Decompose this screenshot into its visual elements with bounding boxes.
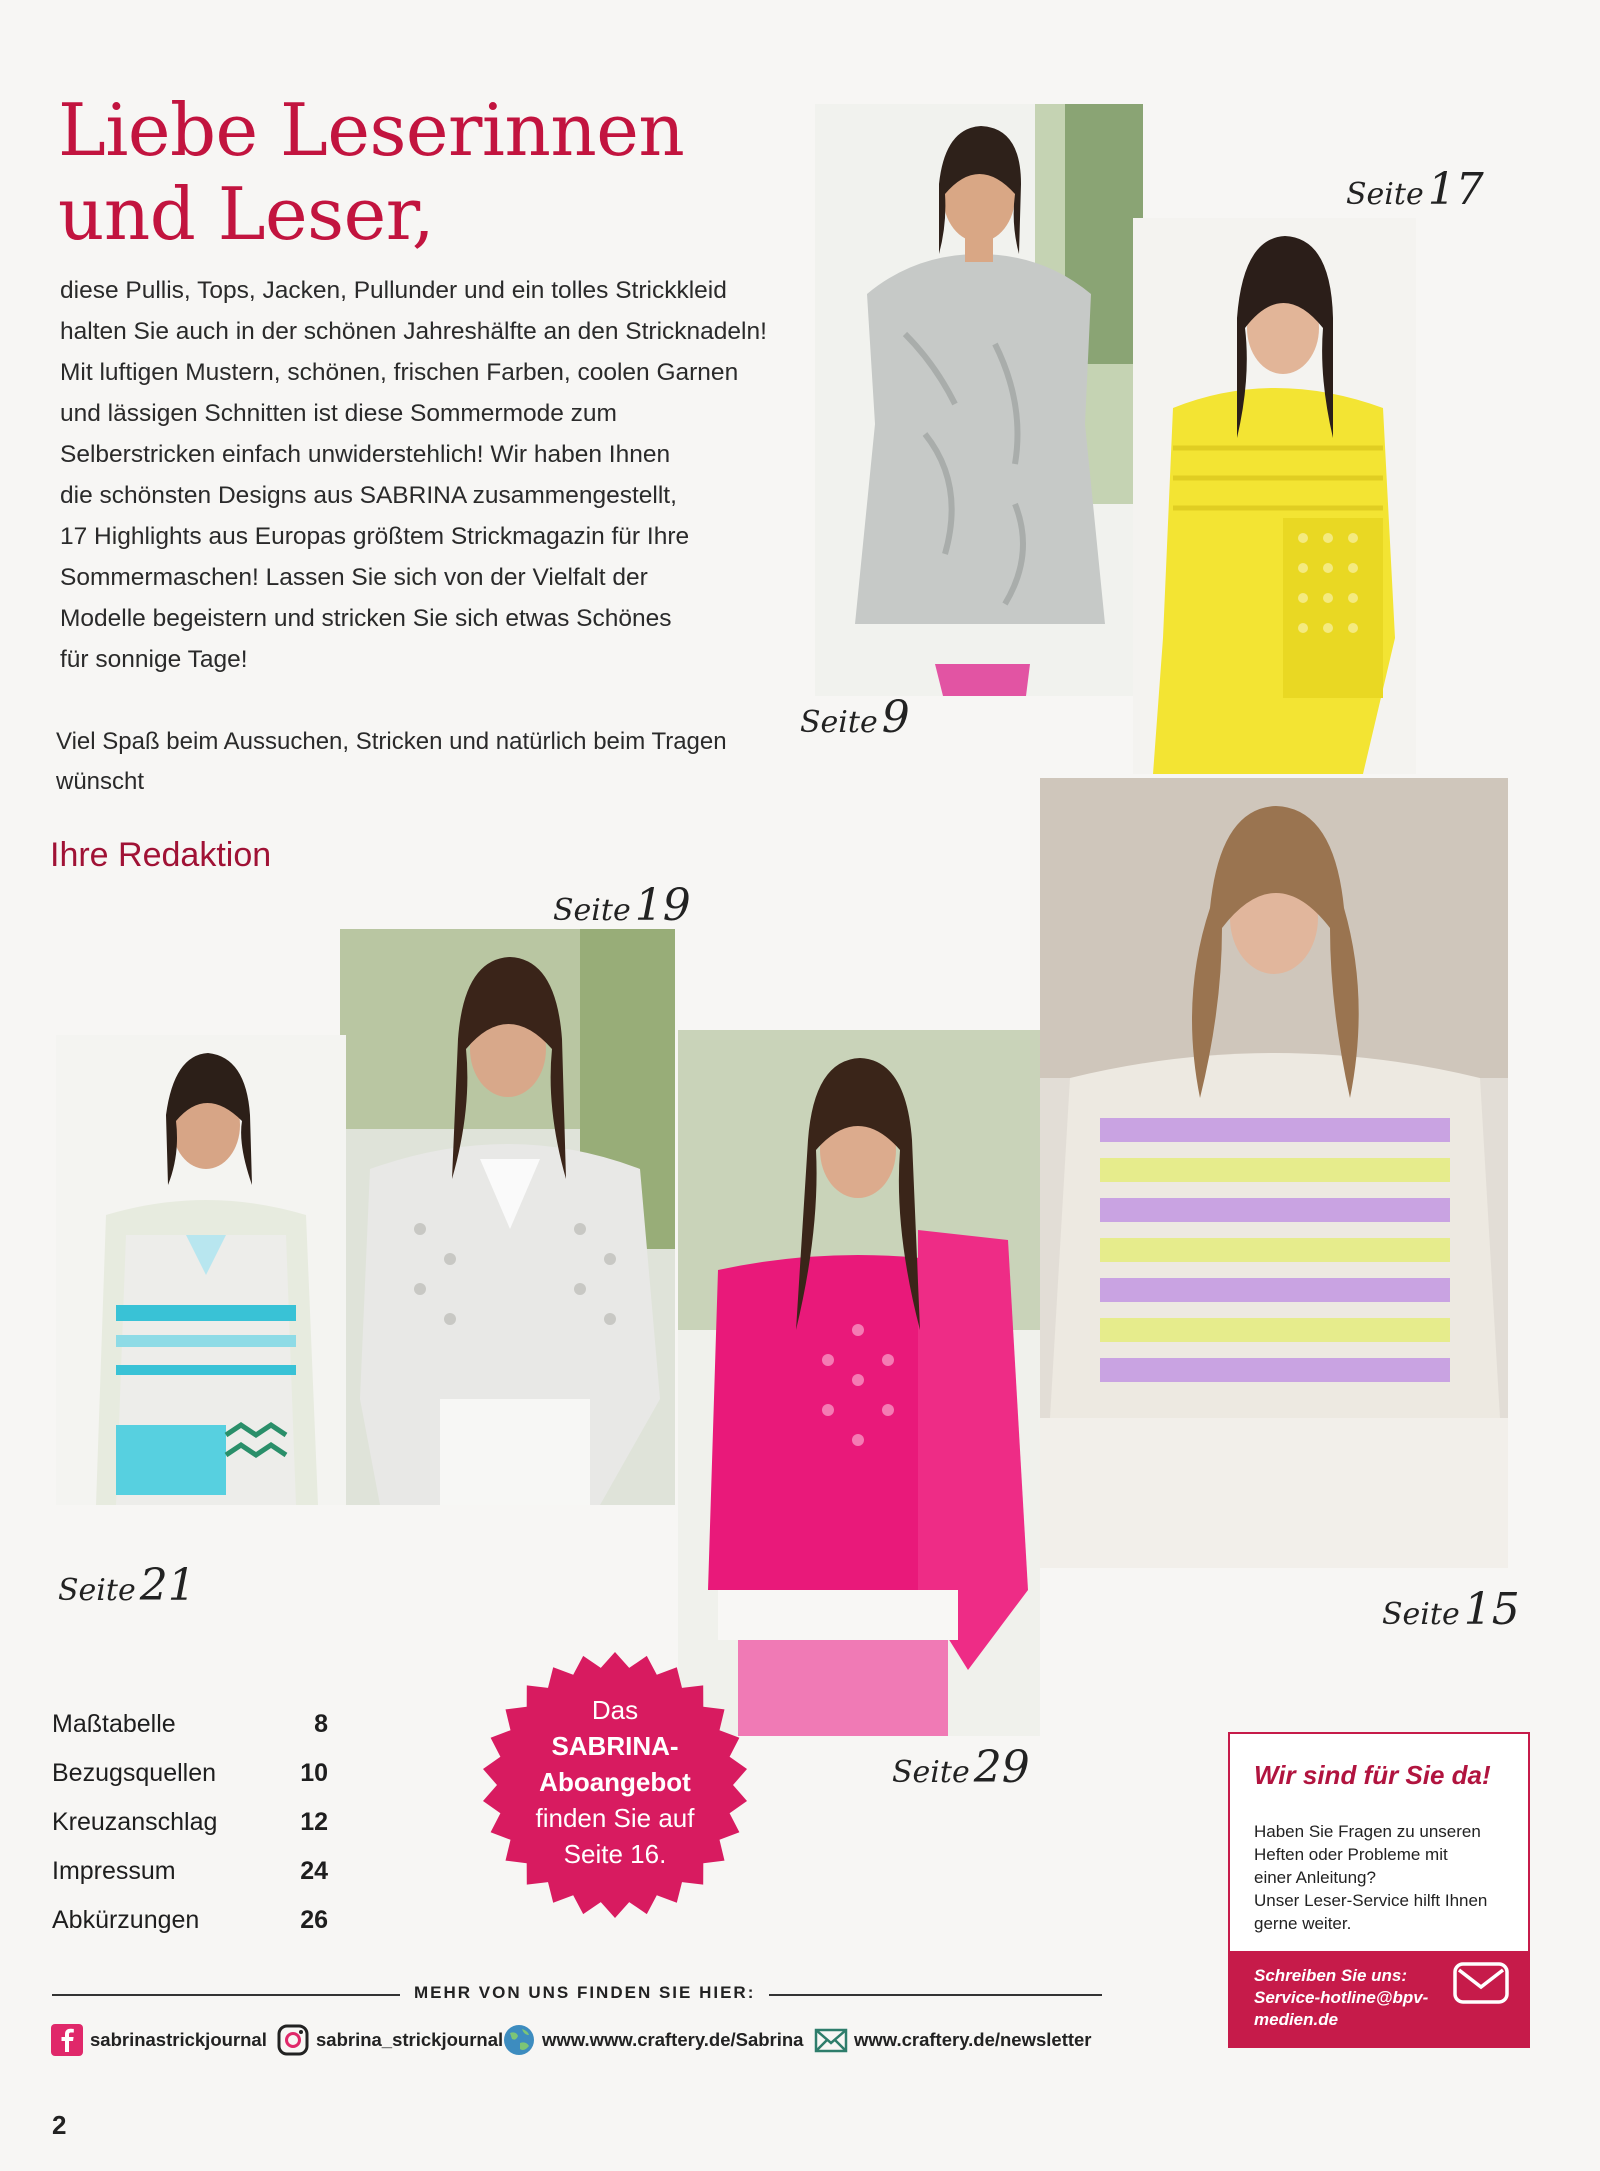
- toc-item[interactable]: [52, 1749, 328, 1798]
- closing-text: [56, 722, 776, 802]
- toc-item[interactable]: [52, 1798, 328, 1847]
- intro-line: diese Pullis, Tops, Jacken, Pullunder und ein tolles Strickkleid: [60, 277, 727, 304]
- intro-line: Mit luftigen Mustern, schönen, frischen Farben, coolen Garnen: [60, 359, 739, 386]
- closing-line: Viel Spaß beim Aussuchen, Stricken und natürlich beim Tragen: [56, 728, 727, 755]
- title-line-2: und Leser,: [58, 172, 435, 256]
- photo-seite-19: [340, 929, 675, 1505]
- toc-page: 10: [300, 1759, 328, 1787]
- service-contact-line: medien.de: [1254, 2010, 1339, 2029]
- page-number: 2: [52, 2110, 67, 2140]
- photo-seite-17: [1133, 218, 1416, 774]
- photo-seite-9: [815, 104, 1143, 696]
- instagram-icon: [276, 2023, 310, 2057]
- intro-text: [60, 270, 800, 680]
- service-contact[interactable]: [1230, 1951, 1528, 2046]
- intro-line: und lässigen Schnitten ist diese Sommermode zum: [60, 400, 617, 427]
- table-of-contents: [52, 1700, 328, 1945]
- toc-item[interactable]: [52, 1700, 328, 1749]
- instagram-handle: sabrina_strickjournal: [316, 2029, 504, 2050]
- seite-label-15: Seite15: [1382, 1584, 1520, 1635]
- toc-label: Maßtabelle: [52, 1710, 176, 1738]
- seite-label-29: Seite29: [892, 1742, 1030, 1793]
- service-title: Wir sind für Sie da!: [1254, 1760, 1491, 1790]
- service-text: [1254, 1820, 1514, 1935]
- badge-line: Seite 16.: [563, 1839, 667, 1869]
- toc-page: 8: [314, 1710, 328, 1738]
- page-title: [58, 88, 778, 256]
- seite-label-17: Seite17: [1346, 164, 1484, 215]
- toc-label: Kreuzanschlag: [52, 1808, 218, 1836]
- intro-line: die schönsten Designs aus SABRINA zusammengestellt,: [60, 482, 677, 509]
- reader-service-box: [1228, 1732, 1530, 2048]
- closing-line: wünscht: [56, 768, 145, 795]
- badge-line: SABRINA-: [551, 1731, 679, 1761]
- service-contact-line: Service-hotline@bpv-: [1254, 1988, 1429, 2007]
- toc-page: 24: [300, 1857, 328, 1885]
- badge-line: Aboangebot: [539, 1767, 691, 1797]
- toc-page: 26: [300, 1906, 328, 1934]
- seite-label-9: Seite9: [800, 692, 910, 743]
- photo-seite-29: [678, 1030, 1040, 1736]
- toc-item[interactable]: [52, 1896, 328, 1945]
- website-link[interactable]: [502, 2022, 803, 2058]
- footer-caption: MEHR VON UNS FINDEN SIE HIER:: [400, 1983, 769, 2003]
- toc-label: Abkürzungen: [52, 1906, 200, 1934]
- mail-icon: [814, 2023, 848, 2057]
- newsletter-link[interactable]: [814, 2022, 1092, 2058]
- website-url: www.www.craftery.de/Sabrina: [542, 2029, 804, 2050]
- intro-line: 17 Highlights aus Europas größtem Strickmagazin für Ihre: [60, 523, 690, 550]
- badge-line: finden Sie auf: [535, 1803, 695, 1833]
- service-line: Unser Leser-Service hilft Ihnen: [1254, 1891, 1488, 1910]
- toc-item[interactable]: [52, 1847, 328, 1896]
- service-contact-line: Schreiben Sie uns:: [1254, 1966, 1408, 1985]
- service-line: gerne weiter.: [1254, 1914, 1352, 1933]
- badge-text: [480, 1692, 750, 1872]
- photo-seite-15: [1040, 778, 1508, 1568]
- signature: Ihre Redaktion: [50, 836, 272, 874]
- intro-line: Sommermaschen! Lassen Sie sich von der Vielfalt der: [60, 564, 648, 591]
- globe-icon: [502, 2023, 536, 2057]
- service-line: Heften oder Probleme mit: [1254, 1845, 1448, 1864]
- service-line: Haben Sie Fragen zu unseren: [1254, 1822, 1481, 1841]
- service-contact-text: [1254, 1965, 1428, 2031]
- photo-seite-21: [56, 1035, 346, 1505]
- intro-line: für sonnige Tage!: [60, 646, 248, 673]
- intro-line: Selberstricken einfach unwiderstehlich! Wir haben Ihnen: [60, 441, 671, 468]
- toc-label: Bezugsquellen: [52, 1759, 217, 1787]
- service-line: einer Anleitung?: [1254, 1868, 1376, 1887]
- mail-icon[interactable]: [1452, 1961, 1510, 2005]
- toc-page: 12: [300, 1808, 328, 1836]
- facebook-icon: [50, 2023, 84, 2057]
- facebook-link[interactable]: [50, 2022, 267, 2058]
- seite-label-21: Seite21: [58, 1560, 196, 1611]
- newsletter-url: www.craftery.de/newsletter: [854, 2029, 1092, 2050]
- facebook-handle: sabrinastrickjournal: [90, 2029, 267, 2050]
- badge-line: Das: [591, 1695, 639, 1725]
- seite-label-19: Seite19: [553, 880, 691, 931]
- toc-label: Impressum: [52, 1857, 176, 1885]
- title-line-1: Liebe Leserinnen: [58, 88, 685, 172]
- intro-line: Modelle begeistern und stricken Sie sich etwas Schönes: [60, 605, 672, 632]
- intro-line: halten Sie auch in der schönen Jahreshälfte an den Stricknadeln!: [60, 318, 767, 345]
- instagram-link[interactable]: [276, 2022, 503, 2058]
